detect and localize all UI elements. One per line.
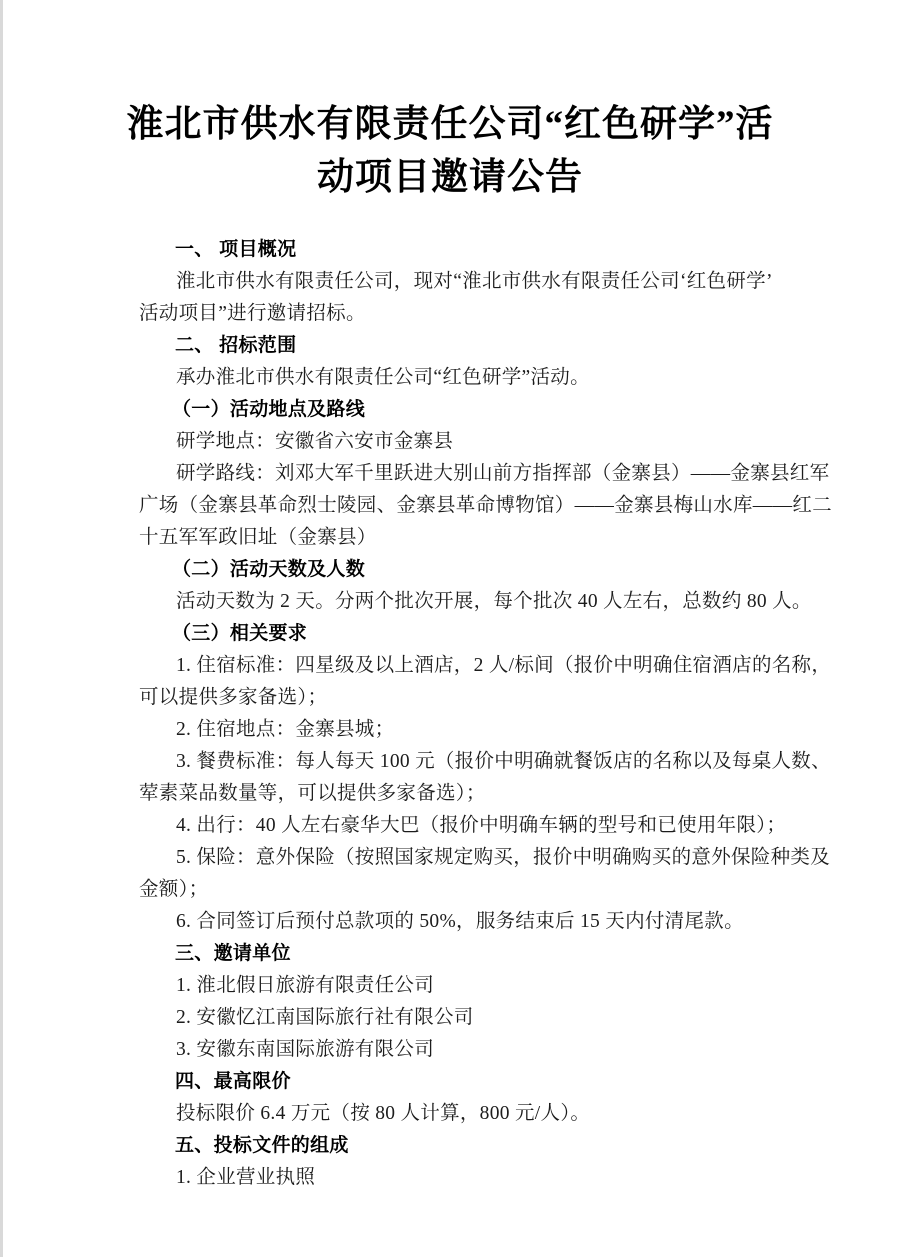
doc-line: 1. 企业营业执照 — [176, 1167, 316, 1188]
doc-line: 活动项目”进行邀请招标。 — [139, 303, 366, 324]
document-title — [0, 0, 900, 204]
doc-line: 承办淮北市供水有限责任公司“红色研学”活动。 — [176, 367, 590, 388]
doc-line: 3. 安徽东南国际旅游有限公司 — [176, 1039, 434, 1060]
doc-line: 5. 保险：意外保险（按照国家规定购买，报价中明确购买的意外保险种类及 — [176, 847, 831, 868]
doc-line: （二）活动天数及人数 — [172, 559, 366, 580]
doc-line: 二、 招标范围 — [175, 335, 297, 356]
doc-line: 2. 安徽忆江南国际旅行社有限公司 — [176, 1007, 474, 1028]
doc-line: 6. 合同签订后预付总款项的 50%，服务结束后 15 天内付清尾款。 — [176, 911, 744, 932]
doc-line: 三、邀请单位 — [175, 943, 291, 964]
page-edge — [0, 0, 3, 1257]
doc-line: 广场（金寨县革命烈士陵园、金寨县革命博物馆）——金寨县梅山水库——红二 — [139, 495, 832, 516]
doc-line: 荤素菜品数量等，可以提供多家备选）； — [139, 783, 486, 804]
document-title-line2: 动项目邀请公告 — [317, 157, 583, 198]
document-title-line1: 淮北市供水有限责任公司“红色研学”活 — [126, 104, 774, 145]
doc-line: 1. 住宿标准：四星级及以上酒店，2 人/标间（报价中明确住宿酒店的名称， — [176, 655, 832, 676]
doc-line: 五、投标文件的组成 — [175, 1135, 349, 1156]
doc-line: 1. 淮北假日旅游有限责任公司 — [176, 975, 434, 996]
doc-line: 十五军军政旧址（金寨县） — [139, 527, 377, 548]
doc-line: 一、 项目概况 — [175, 239, 297, 260]
doc-line: 3. 餐费标准：每人每天 100 元（报价中明确就餐饭店的名称以及每桌人数、 — [176, 751, 831, 772]
doc-line: （三）相关要求 — [172, 623, 308, 644]
document-body — [0, 234, 900, 1194]
doc-line: 活动天数为 2 天。分两个批次开展，每个批次 40 人左右，总数约 80 人。 — [176, 591, 812, 612]
doc-line: 研学路线：刘邓大军千里跃进大别山前方指挥部（金寨县）——金寨县红军 — [176, 463, 830, 484]
doc-line: 投标限价 6.4 万元（按 80 人计算，800 元/人）。 — [176, 1103, 591, 1124]
doc-line: 四、最高限价 — [175, 1071, 291, 1092]
doc-line: 可以提供多家备选）； — [139, 687, 328, 708]
doc-line: 研学地点：安徽省六安市金寨县 — [176, 431, 454, 452]
doc-line: 金额）； — [139, 879, 209, 900]
doc-line: 4. 出行：40 人左右豪华大巴（报价中明确车辆的型号和已使用年限）； — [176, 815, 787, 836]
doc-line: （一）活动地点及路线 — [172, 399, 366, 420]
doc-line: 淮北市供水有限责任公司，现对“淮北市供水有限责任公司‘红色研学’ — [176, 271, 773, 292]
doc-line: 2. 住宿地点：金寨县城； — [176, 719, 395, 740]
